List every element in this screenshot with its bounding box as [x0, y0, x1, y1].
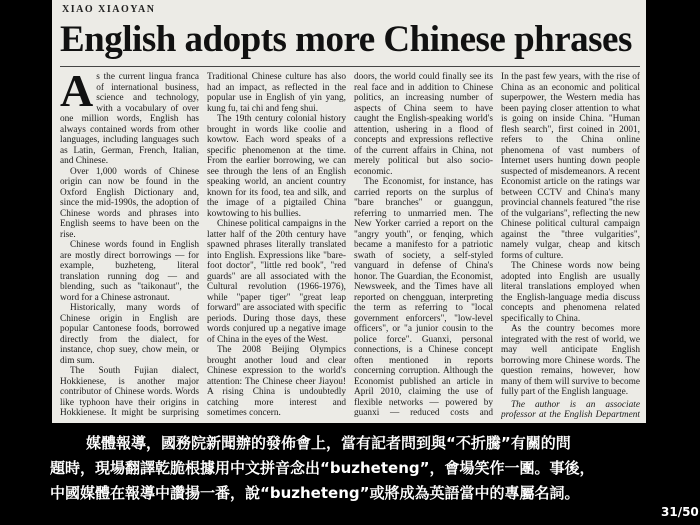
article-column-3	[354, 72, 493, 419]
headline-rule	[60, 66, 640, 67]
paragraph: The Economist, for instance, has carried reports on the surplus of "bare branches" or guanggun, referring to unmarried men. The New Yorker carried a report on the "angry youth", or fenqing, which became a manifesto for a patriotic swath of society, a self-styled vanguard in defense of China's honor. The Guardian, the Economist, Newsweek, and the Times have all reported on chengguan, interpreting the term as referring to "local government enforcers", "low-level officers", or "a junior cousin to the police force". Guanxi, personal connections, is a Chinese concept often mentioned in reports concerning corruption. Although the Economist published an article in April 2010, claiming the use of flexible networks — powered by guanxi — reduced costs and	[354, 177, 493, 418]
article-body	[60, 72, 640, 419]
drop-cap: A	[60, 72, 94, 116]
article-column-4	[501, 72, 640, 419]
paragraph: The Chinese words now being adopted into English are usually literal translations employed when the English-language media discuss concepts and phenomena related specifically to China.	[501, 261, 640, 324]
byline: XIAO XIAOYAN	[62, 4, 156, 15]
caption-line-2: 題時，現場翻譯乾脆根據用中文拼音念出“buzheteng”，會場笑作一團。事後，	[50, 459, 595, 477]
paragraph: The South Fujian dialect, Hokkienese, is another major contributor of Chinese words. Words like typhoon have their origins in Hokkienese. It might be surprising	[60, 366, 199, 418]
paragraph: doors, the world could finally see its real face and in addition to Chinese politics, an increasing number of aspects of China seem to have caught the English-speaking world's attention, ushering in a flood of concepts and expressions reflective of the current affairs in China, not merely political but also socio-economic.	[354, 72, 493, 177]
paragraph: Traditional Chinese culture has also had an impact, as reflected in the popular use in English of yin yang, kung fu, tai chi and feng shui.	[207, 72, 346, 114]
paragraph: Historically, many words of Chinese origin in English are popular Cantonese foods, borrowed directly from the dialect, for instance, chop suey, chow mein, or dim sum.	[60, 303, 199, 366]
caption-line-1: 媒體報導，國務院新聞辦的發佈會上，當有記者問到與“不折騰”有關的問	[86, 434, 571, 452]
article-column-1	[60, 72, 199, 419]
headline: English adopts more Chinese phrases	[60, 19, 632, 60]
paragraph: Chinese words found in English are mostly direct borrowings — for example, buzheteng, literal translation running dog — and blending, such as "taikonaut", the word for a Chinese astronaut.	[60, 240, 199, 303]
page-indicator: 31/50	[661, 505, 699, 519]
author-bio: The author is an associate professor at the English Department	[501, 399, 640, 419]
newspaper-clipping	[52, 0, 646, 423]
paragraph: The 2008 Beijing Olympics brought another loud and clear Chinese expression to the world's attention: The Chinese cheer Jiayou! A rising China is undoubtedly catching more interest and sometimes concern.	[207, 345, 346, 418]
article-column-2	[207, 72, 346, 419]
paragraph: In the past few years, with the rise of China as an economic and political superpower, the Western media has been paying closer attention to what is going on inside China. "Human flesh search", first coined in 2001, refers to the China online phenomena of vast numbers of Internet users hunting down people suspected of misdemeanors. A recent Economist article on the ratings war between CCTV and China's many provincial channels featured "the rise of the vulgarians", reflecting the new Chinese political cultural campaign against the "three vulgarities", namely vulgar, cheap and kitsch forms of culture.	[501, 72, 640, 261]
paragraph: The 19th century colonial history brought in words like coolie and kowtow. Each word speaks of a specific phenomenon at the time. From the earlier borrowing, we can see through the lens of an English speaking world, an ancient country known for its food, tea and silk, and the image of a pigtailed China kowtowing to his bullies.	[207, 114, 346, 219]
slide-caption	[0, 428, 700, 525]
paragraph: s the current lingua franca of international business, science and technology, with a vocabulary of over one million words, English has always contained words from other languages, including languages such as Latin, German, French, Italian, and Chinese.	[60, 72, 199, 166]
caption-line-3: 中國媒體在報導中讚揚一番，說“buzheteng”或將成為英語當中的專屬名詞。	[50, 484, 580, 502]
paragraph	[207, 419, 346, 420]
paragraph: Chinese political campaigns in the latter half of the 20th century have spawned phrases literally translated into English. Expressions like "bare-foot doctor", "little red book", "red guards" are all associated with the Cultural revolution (1966-1976), while "paper tiger" "great leap forward" are associated with specific periods. During those days, these words conjured up a negative image of China in the eyes of the West.	[207, 219, 346, 345]
paragraph: Over 1,000 words of Chinese origin can now be found in the Oxford English Dictionary and, since the mid-1990s, the adoption of Chinese words and phrases into English seems to have been on the rise.	[60, 166, 199, 240]
paragraph: As the country becomes more integrated with the rest of world, we may well anticipate English borrowing more Chinese words. The question remains, however, how many of them will survive to become fully part of the English language.	[501, 324, 640, 397]
